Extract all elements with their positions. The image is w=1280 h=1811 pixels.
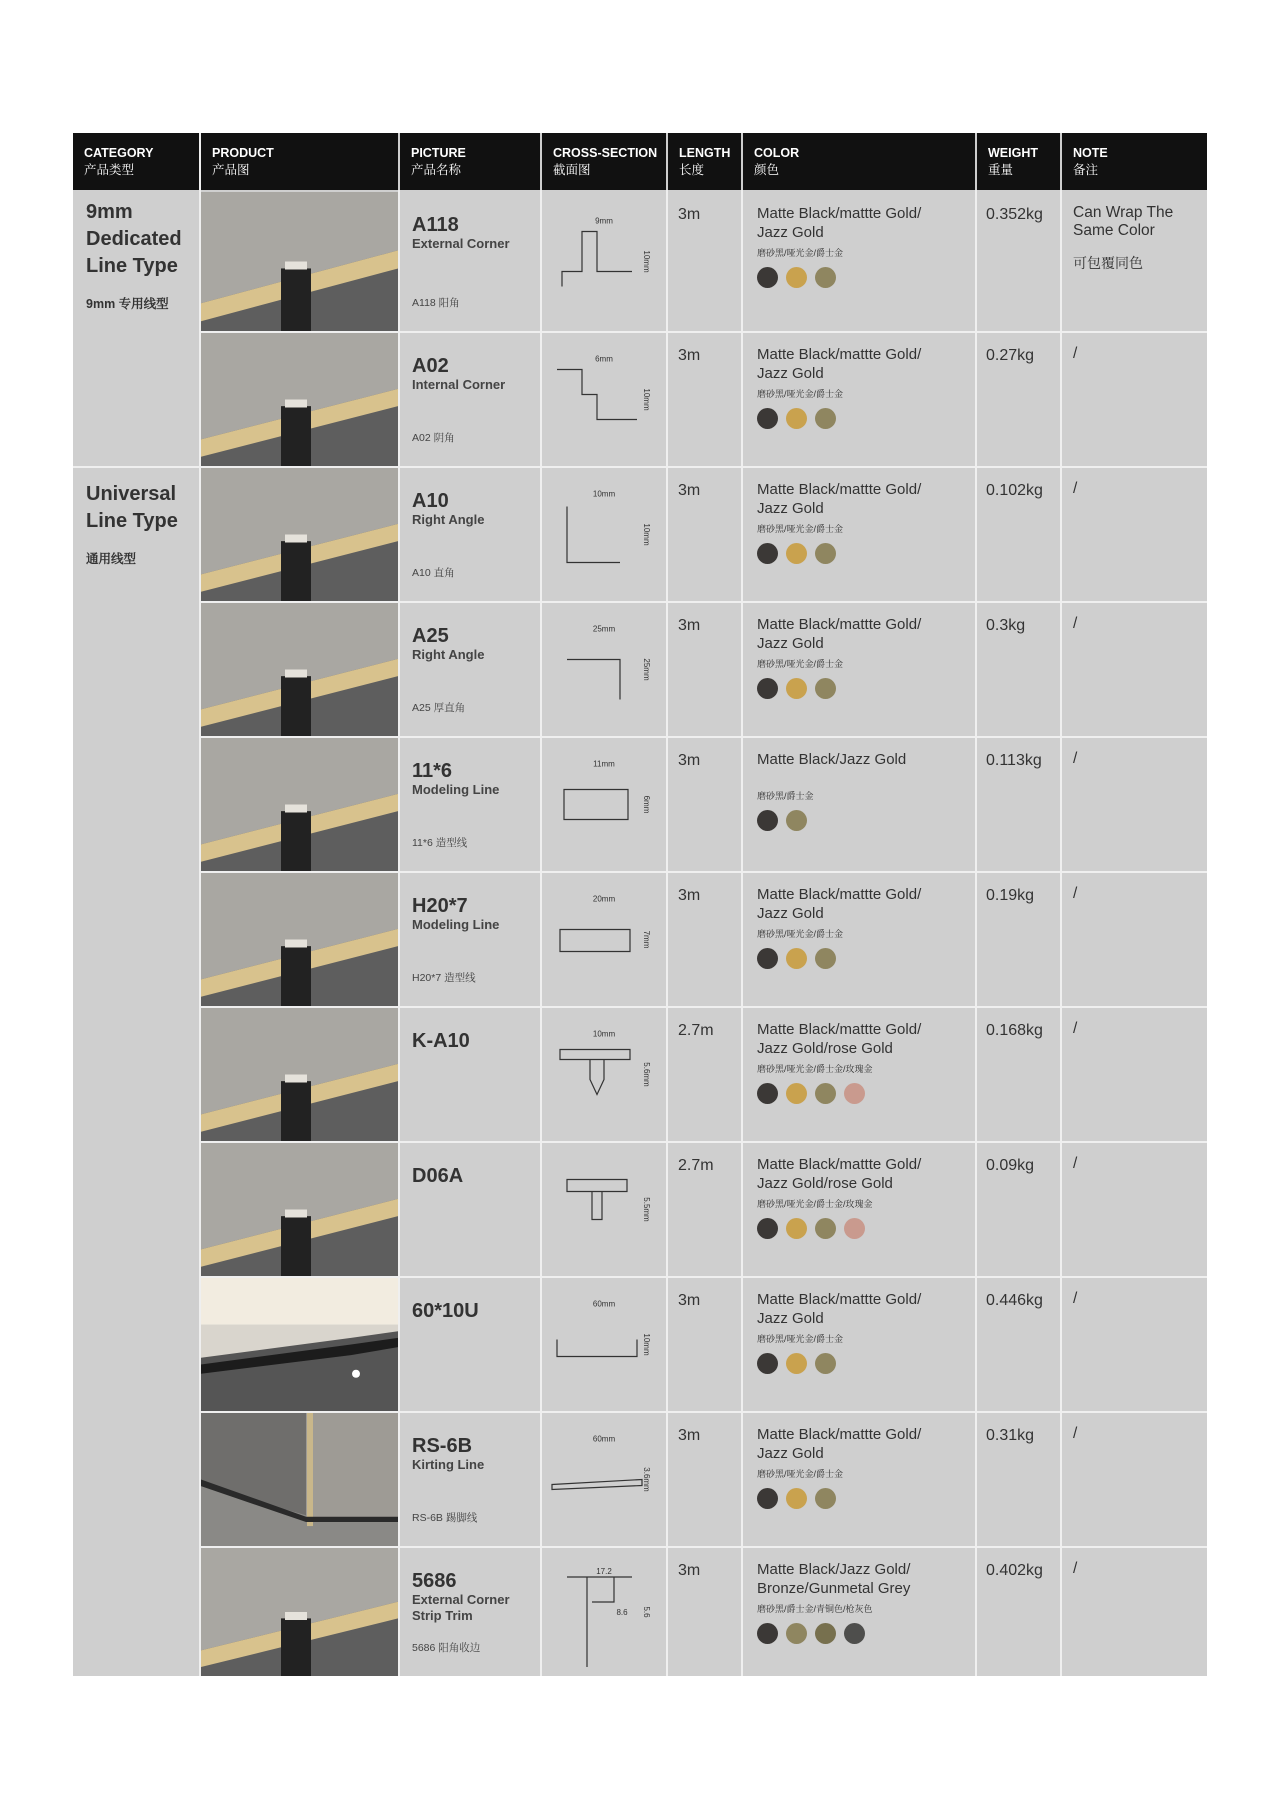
column-divider bbox=[666, 190, 668, 1676]
color-names: Matte Black/Jazz Gold/ Bronze/Gunmetal Grey bbox=[757, 1561, 911, 1597]
dimension-label: 9mm bbox=[595, 216, 613, 226]
length-value: 2.7m bbox=[678, 1157, 714, 1174]
color-swatch-matte-black bbox=[757, 678, 778, 699]
dimension-label: 10mm bbox=[592, 489, 616, 499]
color-swatch-jazz-gold bbox=[786, 1623, 807, 1644]
dimension-label: 5.6mm bbox=[642, 1062, 651, 1087]
note-cell bbox=[1062, 1008, 1207, 1038]
weight-value: 0.27kg bbox=[986, 347, 1035, 364]
cross-section-drawing bbox=[542, 1548, 666, 1676]
cross-section-drawing bbox=[542, 1143, 666, 1276]
color-names-zh: 磨砂黑/爵士金 bbox=[757, 791, 814, 801]
color-names-zh: 磨砂黑/哑光金/爵士金 bbox=[757, 1469, 844, 1479]
color-swatch-matte-gold bbox=[786, 1083, 807, 1104]
product-model: RS-6B bbox=[412, 1435, 473, 1457]
header-label: NOTE bbox=[1073, 146, 1108, 160]
dimension-label: 10mm bbox=[642, 388, 651, 411]
color-names-zh: 磨砂黑/哑光金/爵士金 bbox=[757, 248, 844, 258]
color-swatch-matte-black bbox=[757, 543, 778, 564]
product-name-cell bbox=[400, 1008, 540, 1141]
color-names: Matte Black/Jazz Gold bbox=[757, 751, 907, 768]
color-swatch-matte-black bbox=[757, 948, 778, 969]
color-names: Matte Black/mattte Gold/ Jazz Gold/rose Gold bbox=[757, 1156, 922, 1192]
color-swatch-matte-gold bbox=[786, 543, 807, 564]
color-swatch-matte-black bbox=[757, 1218, 778, 1239]
product-photo bbox=[201, 1008, 398, 1141]
cross-section-diagram bbox=[542, 603, 666, 736]
product-photo bbox=[201, 1278, 398, 1411]
header-label-zh: 产品名称 bbox=[411, 163, 462, 177]
length-value: 3m bbox=[678, 1562, 701, 1579]
dimension-label: 5.6 bbox=[642, 1606, 651, 1618]
category-name-zh: 9mm 专用线型 bbox=[86, 297, 169, 311]
header-cell-5 bbox=[743, 133, 975, 190]
product-photo-image bbox=[201, 1278, 398, 1411]
product-model: 11*6 bbox=[412, 760, 453, 782]
color-names-zh: 磨砂黑/哑光金/爵士金 bbox=[757, 389, 844, 399]
color-cell bbox=[743, 192, 975, 288]
header-cell-0 bbox=[73, 133, 199, 190]
note-text: / bbox=[1073, 885, 1078, 902]
color-swatch-jazz-gold bbox=[815, 408, 836, 429]
color-names: Matte Black/mattte Gold/ Jazz Gold bbox=[757, 1291, 922, 1327]
product-name-zh: A25 厚直角 bbox=[412, 702, 466, 714]
note-text: / bbox=[1073, 1560, 1078, 1577]
cross-section-drawing bbox=[542, 738, 666, 871]
product-name-cell bbox=[400, 873, 540, 1006]
dimension-label: 11mm bbox=[593, 759, 615, 769]
weight-value: 0.402kg bbox=[986, 1562, 1043, 1579]
color-swatch-matte-black bbox=[757, 1623, 778, 1644]
header-label-zh: 产品类型 bbox=[84, 163, 135, 177]
weight-value: 0.113kg bbox=[986, 752, 1042, 769]
category-cell bbox=[73, 199, 199, 312]
product-description: Modeling Line bbox=[412, 917, 500, 932]
product-name-zh: RS-6B 踢脚线 bbox=[412, 1512, 478, 1524]
color-swatches bbox=[757, 1083, 975, 1104]
product-model: A25 bbox=[412, 625, 449, 647]
weight-value: 0.446kg bbox=[986, 1292, 1043, 1309]
cross-section-diagram bbox=[542, 1548, 666, 1676]
product-description: Right Angle bbox=[412, 647, 485, 662]
color-swatch-jazz-gold bbox=[815, 1488, 836, 1509]
color-swatch-matte-black bbox=[757, 1353, 778, 1374]
note-cell bbox=[1062, 603, 1207, 633]
cross-section-drawing bbox=[542, 873, 666, 1006]
product-photo bbox=[201, 192, 398, 331]
dimension-label: 10mm bbox=[592, 1029, 616, 1039]
product-model: D06A bbox=[412, 1165, 464, 1187]
cross-section-drawing bbox=[542, 192, 666, 331]
product-name-cell bbox=[400, 603, 540, 736]
cross-section-drawing bbox=[542, 1008, 666, 1141]
color-swatch-matte-gold bbox=[786, 267, 807, 288]
cross-section-diagram bbox=[542, 1008, 666, 1141]
header-label: CROSS-SECTION bbox=[553, 146, 658, 160]
note-text: / bbox=[1073, 1020, 1078, 1037]
product-photo-image bbox=[201, 333, 398, 466]
category-cell bbox=[73, 481, 199, 567]
header-cell-2 bbox=[400, 133, 540, 190]
product-photo bbox=[201, 333, 398, 466]
header-cell-7 bbox=[1062, 133, 1207, 190]
color-cell bbox=[743, 1413, 975, 1509]
length-value: 3m bbox=[678, 347, 701, 364]
product-photo-image bbox=[201, 1548, 398, 1676]
product-name-zh: 5686 阳角收边 bbox=[412, 1642, 481, 1654]
color-swatch-matte-gold bbox=[786, 1353, 807, 1374]
color-cell bbox=[743, 1143, 975, 1239]
color-swatches bbox=[757, 678, 975, 699]
color-names-zh: 磨砂黑/哑光金/爵士金 bbox=[757, 929, 844, 939]
length-value: 2.7m bbox=[678, 1022, 714, 1039]
color-names: Matte Black/mattte Gold/ Jazz Gold bbox=[757, 886, 922, 922]
length-value: 3m bbox=[678, 482, 701, 499]
dimension-label: 10mm bbox=[642, 523, 651, 546]
header-cell-1 bbox=[201, 133, 398, 190]
length-value: 3m bbox=[678, 206, 701, 223]
color-cell bbox=[743, 603, 975, 699]
color-swatches bbox=[757, 408, 975, 429]
note-text: / bbox=[1073, 480, 1078, 497]
product-photo bbox=[201, 468, 398, 601]
color-swatch-matte-gold bbox=[786, 678, 807, 699]
dimension-label: 25mm bbox=[592, 624, 616, 634]
product-description: Internal Corner bbox=[412, 377, 506, 392]
header-label: WEIGHT bbox=[988, 146, 1038, 160]
cross-section-drawing bbox=[542, 468, 666, 601]
product-photo-image bbox=[201, 1413, 398, 1546]
product-photo bbox=[201, 1548, 398, 1676]
header-label-zh: 截面图 bbox=[553, 163, 591, 177]
color-cell bbox=[743, 1278, 975, 1374]
weight-value: 0.3kg bbox=[986, 617, 1026, 634]
header-label: PRODUCT bbox=[212, 146, 274, 160]
color-names: Matte Black/mattte Gold/ Jazz Gold bbox=[757, 616, 922, 652]
product-photo bbox=[201, 1143, 398, 1276]
dimension-label: 10mm bbox=[642, 1333, 651, 1356]
note-text: / bbox=[1073, 615, 1078, 632]
weight-value: 0.31kg bbox=[986, 1427, 1035, 1444]
note-cell bbox=[1062, 333, 1207, 363]
color-swatch-matte-gold bbox=[786, 1218, 807, 1239]
header-label: LENGTH bbox=[679, 146, 731, 160]
product-photo-image bbox=[201, 192, 398, 331]
note-cell bbox=[1062, 1278, 1207, 1308]
product-name-cell bbox=[400, 1413, 540, 1546]
length-value: 3m bbox=[678, 617, 701, 634]
color-swatches bbox=[757, 810, 975, 831]
note-text-zh: 可包覆同色 bbox=[1073, 255, 1143, 271]
note-cell bbox=[1062, 1143, 1207, 1173]
dimension-label: 60mm bbox=[592, 1299, 616, 1309]
color-names-zh: 磨砂黑/哑光金/爵士金/玫瑰金 bbox=[757, 1199, 873, 1209]
product-photo-image bbox=[201, 738, 398, 871]
cross-section-diagram bbox=[542, 1278, 666, 1411]
color-swatch-matte-black bbox=[757, 1083, 778, 1104]
note-cell bbox=[1062, 738, 1207, 768]
color-swatch-matte-gold bbox=[786, 948, 807, 969]
product-name-zh: H20*7 造型线 bbox=[412, 972, 476, 984]
header-label-zh: 产品图 bbox=[212, 163, 250, 177]
color-names: Matte Black/mattte Gold/ Jazz Gold bbox=[757, 1426, 922, 1462]
color-names-zh: 磨砂黑/哑光金/爵士金 bbox=[757, 659, 844, 669]
weight-value: 0.09kg bbox=[986, 1157, 1035, 1174]
color-swatches bbox=[757, 1623, 975, 1644]
color-names: Matte Black/mattte Gold/ Jazz Gold bbox=[757, 346, 922, 382]
length-value: 3m bbox=[678, 1292, 701, 1309]
dimension-label: 6mm bbox=[642, 795, 651, 814]
note-cell bbox=[1062, 468, 1207, 498]
weight-value: 0.19kg bbox=[986, 887, 1035, 904]
cross-section-drawing bbox=[542, 1278, 666, 1411]
product-description: Right Angle bbox=[412, 512, 485, 527]
note-text: / bbox=[1073, 345, 1078, 362]
product-description: External Corner bbox=[412, 236, 510, 251]
color-names-zh: 磨砂黑/爵士金/青铜色/枪灰色 bbox=[757, 1604, 873, 1614]
color-swatch-jazz-gold bbox=[815, 1353, 836, 1374]
cross-section-drawing bbox=[542, 603, 666, 736]
product-name-zh: A10 直角 bbox=[412, 567, 455, 579]
spec-sheet bbox=[73, 133, 1207, 1676]
cross-section-diagram bbox=[542, 873, 666, 1006]
length-value: 3m bbox=[678, 1427, 701, 1444]
product-photo-image bbox=[201, 1143, 398, 1276]
product-name-cell bbox=[400, 1143, 540, 1276]
color-swatch-matte-black bbox=[757, 267, 778, 288]
product-model: H20*7 bbox=[412, 895, 468, 917]
note-cell bbox=[1062, 873, 1207, 903]
weight-value: 0.352kg bbox=[986, 206, 1043, 223]
color-names-zh: 磨砂黑/哑光金/爵士金 bbox=[757, 524, 844, 534]
product-photo bbox=[201, 873, 398, 1006]
color-swatch-matte-gold bbox=[786, 408, 807, 429]
header-label-zh: 颜色 bbox=[754, 163, 780, 177]
color-swatch-matte-gold bbox=[786, 1488, 807, 1509]
color-cell bbox=[743, 468, 975, 564]
product-photo-image bbox=[201, 468, 398, 601]
dimension-label: 10mm bbox=[642, 250, 651, 273]
note-text: Can Wrap The Same Color bbox=[1073, 204, 1174, 239]
color-swatch-jazz-gold bbox=[815, 678, 836, 699]
note-cell bbox=[1062, 1548, 1207, 1578]
header-label: COLOR bbox=[754, 146, 800, 160]
product-photo-image bbox=[201, 873, 398, 1006]
category-name-zh: 通用线型 bbox=[86, 552, 137, 566]
cross-section-drawing bbox=[542, 333, 666, 466]
note-text: / bbox=[1073, 1290, 1078, 1307]
color-swatches bbox=[757, 1353, 975, 1374]
color-swatches bbox=[757, 1218, 975, 1239]
cross-section-diagram bbox=[542, 468, 666, 601]
header-cell-3 bbox=[542, 133, 666, 190]
dimension-label: 17.2 bbox=[596, 1567, 612, 1576]
dimension-label: 5.5mm bbox=[642, 1197, 651, 1222]
product-model: A10 bbox=[412, 490, 449, 512]
color-cell bbox=[743, 873, 975, 969]
product-name-zh: A02 阴角 bbox=[412, 432, 455, 444]
product-model: K-A10 bbox=[412, 1030, 470, 1052]
color-names: Matte Black/mattte Gold/ Jazz Gold/rose Gold bbox=[757, 1021, 922, 1057]
dimension-label: 8.6 bbox=[616, 1608, 628, 1617]
product-photo bbox=[201, 738, 398, 871]
color-names: Matte Black/mattte Gold/ Jazz Gold bbox=[757, 481, 922, 517]
cross-section-drawing bbox=[542, 1413, 666, 1546]
color-swatches bbox=[757, 267, 975, 288]
color-cell bbox=[743, 333, 975, 429]
note-text: / bbox=[1073, 1155, 1078, 1172]
dimension-label: 25mm bbox=[642, 658, 651, 681]
color-swatch-jazz-gold bbox=[815, 948, 836, 969]
header-label-zh: 重量 bbox=[988, 163, 1014, 177]
product-description: External Corner Strip Trim bbox=[412, 1592, 510, 1623]
product-model: A118 bbox=[412, 214, 459, 236]
color-names: Matte Black/mattte Gold/ Jazz Gold bbox=[757, 205, 922, 241]
length-value: 3m bbox=[678, 887, 701, 904]
header-cell-6 bbox=[977, 133, 1060, 190]
product-name-zh: A118 阳角 bbox=[412, 297, 460, 309]
header-label-zh: 备注 bbox=[1073, 163, 1099, 177]
note-cell bbox=[1062, 192, 1207, 272]
color-swatch-gunmetal-grey bbox=[844, 1623, 865, 1644]
product-photo bbox=[201, 1413, 398, 1546]
header-label: PICTURE bbox=[411, 146, 466, 160]
product-name-cell bbox=[400, 1278, 540, 1411]
dimension-label: 20mm bbox=[592, 894, 616, 904]
cross-section-diagram bbox=[542, 1413, 666, 1546]
product-photo-image bbox=[201, 603, 398, 736]
cross-section-diagram bbox=[542, 1143, 666, 1276]
dimension-label: 6mm bbox=[595, 354, 613, 364]
category-name: 9mm Dedicated Line Type bbox=[86, 201, 182, 277]
product-model: 5686 bbox=[412, 1570, 457, 1592]
note-text: / bbox=[1073, 750, 1078, 767]
category-name: Universal Line Type bbox=[86, 483, 178, 532]
cross-section-diagram bbox=[542, 192, 666, 331]
color-swatch-rose-gold bbox=[844, 1083, 865, 1104]
color-swatch-matte-black bbox=[757, 1488, 778, 1509]
color-swatches bbox=[757, 543, 975, 564]
color-swatches bbox=[757, 1488, 975, 1509]
header-label-zh: 长度 bbox=[679, 163, 705, 177]
product-name-cell bbox=[400, 333, 540, 466]
color-cell bbox=[743, 738, 975, 831]
color-swatch-bronze bbox=[815, 1623, 836, 1644]
product-photo bbox=[201, 603, 398, 736]
length-value: 3m bbox=[678, 752, 701, 769]
product-photo-image bbox=[201, 1008, 398, 1141]
product-description: Kirting Line bbox=[412, 1457, 485, 1472]
product-name-cell bbox=[400, 1548, 540, 1676]
column-divider bbox=[1060, 190, 1062, 1676]
header-label: CATEGORY bbox=[84, 146, 154, 160]
product-name-zh: 11*6 造型线 bbox=[412, 837, 468, 849]
product-name-cell bbox=[400, 468, 540, 601]
weight-value: 0.102kg bbox=[986, 482, 1043, 499]
color-swatch-matte-black bbox=[757, 408, 778, 429]
product-model: 60*10U bbox=[412, 1300, 479, 1322]
color-cell bbox=[743, 1548, 975, 1644]
color-swatch-jazz-gold bbox=[786, 810, 807, 831]
product-description: Modeling Line bbox=[412, 782, 500, 797]
color-swatch-jazz-gold bbox=[815, 543, 836, 564]
color-swatch-jazz-gold bbox=[815, 1083, 836, 1104]
cross-section-diagram bbox=[542, 333, 666, 466]
product-name-cell bbox=[400, 192, 540, 331]
color-cell bbox=[743, 1008, 975, 1104]
header-cell-4 bbox=[668, 133, 741, 190]
note-cell bbox=[1062, 1413, 1207, 1443]
color-names-zh: 磨砂黑/哑光金/爵士金 bbox=[757, 1334, 844, 1344]
weight-value: 0.168kg bbox=[986, 1022, 1043, 1039]
cross-section-diagram bbox=[542, 738, 666, 871]
color-swatch-rose-gold bbox=[844, 1218, 865, 1239]
color-swatch-matte-black bbox=[757, 810, 778, 831]
color-swatches bbox=[757, 948, 975, 969]
dimension-label: 7mm bbox=[642, 930, 651, 949]
product-name-cell bbox=[400, 738, 540, 871]
column-divider bbox=[975, 190, 977, 1676]
note-text: / bbox=[1073, 1425, 1078, 1442]
dimension-label: 60mm bbox=[592, 1434, 616, 1444]
color-swatch-jazz-gold bbox=[815, 1218, 836, 1239]
product-model: A02 bbox=[412, 355, 449, 377]
color-swatch-jazz-gold bbox=[815, 267, 836, 288]
dimension-label: 3.6mm bbox=[642, 1467, 651, 1492]
color-names-zh: 磨砂黑/哑光金/爵士金/玫瑰金 bbox=[757, 1064, 873, 1074]
